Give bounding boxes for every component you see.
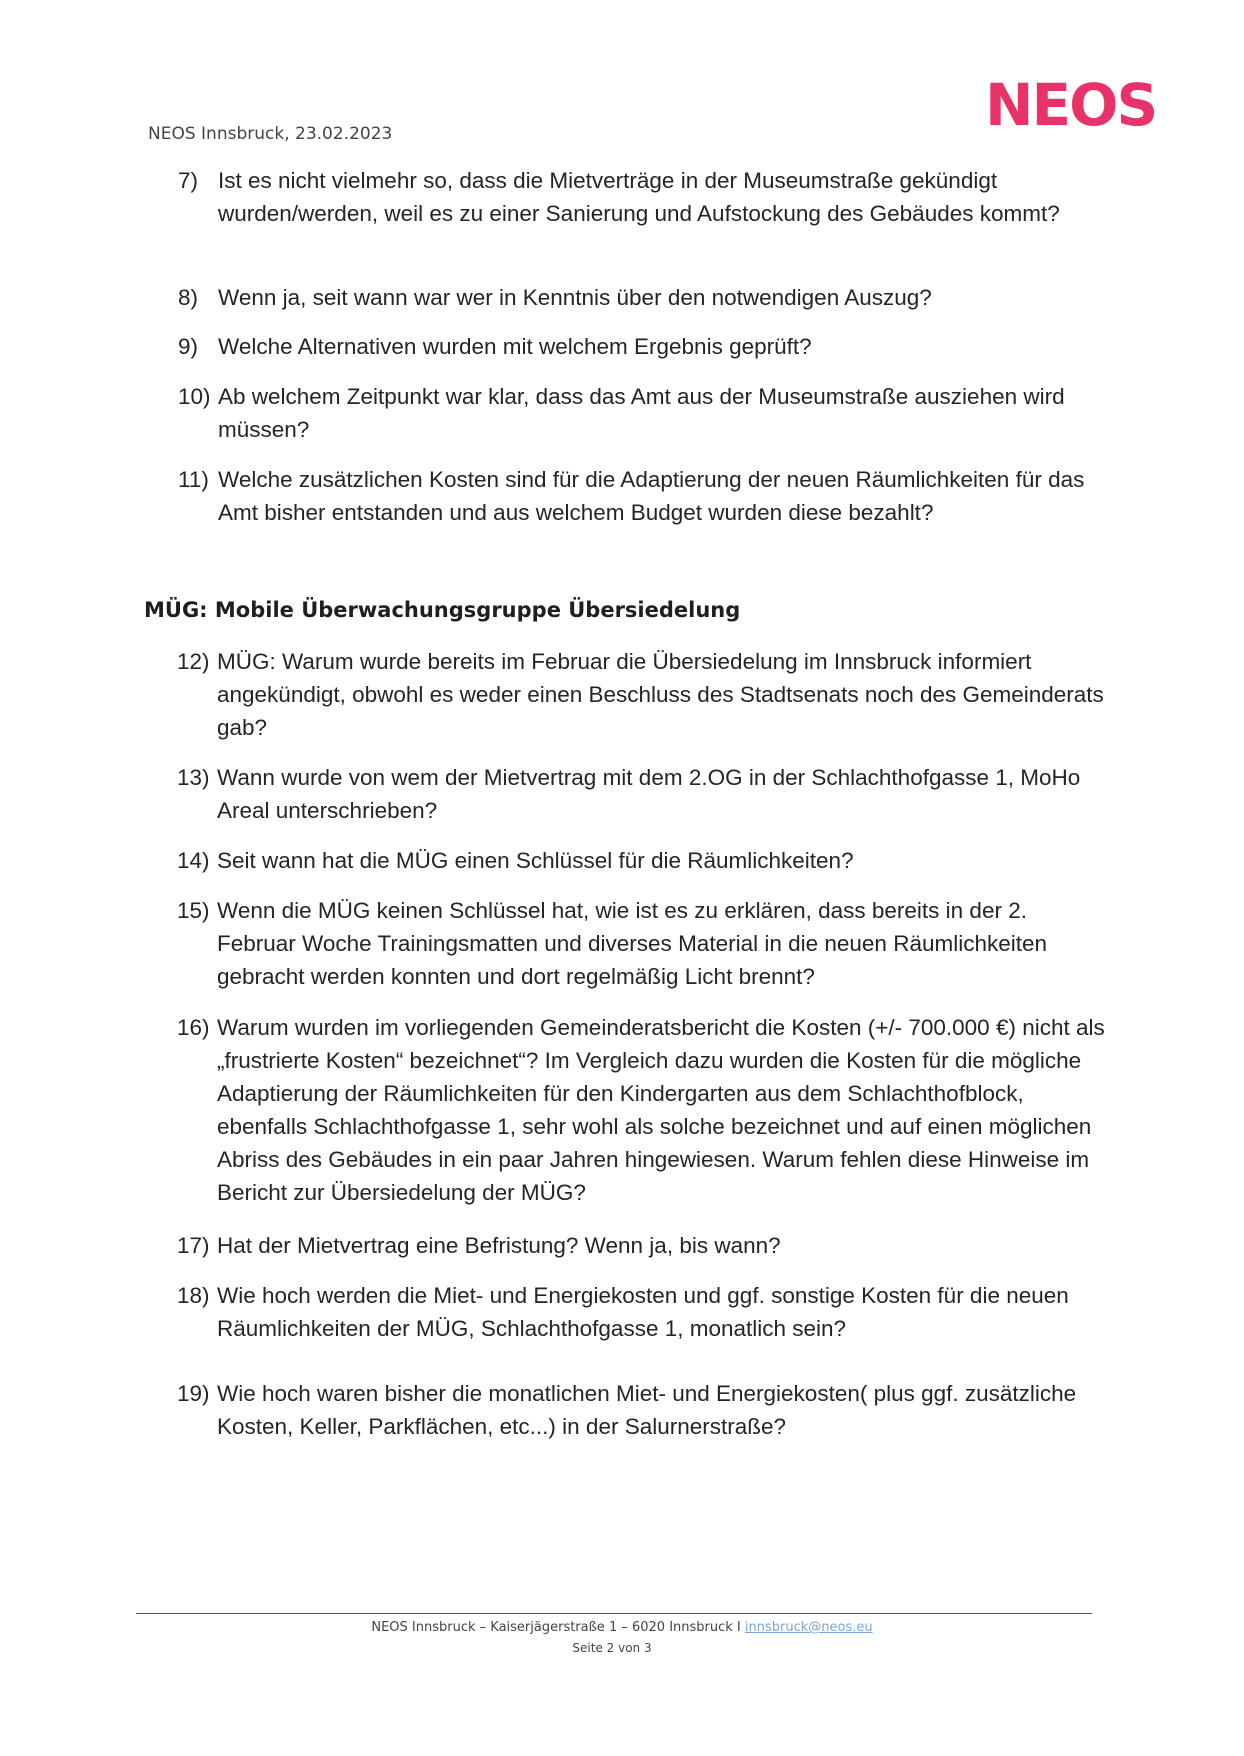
- question-item: [177, 894, 1107, 993]
- question-number: 8): [178, 285, 199, 310]
- question-text: Welche zusätzlichen Kosten sind für die Adaptierung der neuen Räumlichkeiten für das Amt bisher entstanden und aus welchem Budget wurden diese bezahlt?: [218, 467, 1085, 525]
- footer-page-number: Seite 2 von 3: [572, 1641, 652, 1655]
- question-number: 16): [177, 1015, 210, 1040]
- question-item: [177, 1279, 1107, 1345]
- question-text: Warum wurden im vorliegenden Gemeinderatsbericht die Kosten (+/- 700.000 €) nicht als „frustrierte Kosten“ bezeichnet“? Im Vergleich dazu wurden die Kosten für die mögliche Adaptierung der Räumlichkeiten für den Kindergarten aus dem Schlachthofblock, ebenfalls Schlachthofgasse 1, sehr wohl als solche bezeichnet und auf einen möglichen Abriss des Gebäudes in ein paar Jahren hingewiesen. Warum fehlen diese Hinweise im Bericht zur Übersiedelung der MÜG?: [217, 1015, 1105, 1205]
- question-text: Seit wann hat die MÜG einen Schlüssel für die Räumlichkeiten?: [217, 848, 854, 873]
- question-item: [178, 380, 1108, 446]
- footer-divider: [136, 1613, 1092, 1614]
- question-number: 15): [177, 898, 210, 923]
- neos-logo: NEOS: [985, 71, 1157, 139]
- question-item: [178, 463, 1108, 529]
- question-text: Wann wurde von wem der Mietvertrag mit dem 2.OG in der Schlachthofgasse 1, MoHo Areal unterschrieben?: [217, 765, 1081, 823]
- question-number: 13): [177, 765, 210, 790]
- question-text: Ist es nicht vielmehr so, dass die Mietverträge in der Museumstraße gekündigt wurden/werden, weil es zu einer Sanierung und Aufstockung des Gebäudes kommt?: [218, 168, 1060, 226]
- footer-address: [0, 1620, 1244, 1635]
- question-text: Wenn ja, seit wann war wer in Kenntnis über den notwendigen Auszug?: [218, 285, 932, 310]
- question-item: [177, 761, 1107, 827]
- question-text: Welche Alternativen wurden mit welchem Ergebnis geprüft?: [218, 334, 812, 359]
- question-item: [177, 1229, 1107, 1262]
- question-item: [178, 330, 1108, 363]
- question-number: 12): [177, 649, 210, 674]
- question-text: Ab welchem Zeitpunkt war klar, dass das Amt aus der Museumstraße ausziehen wird müssen?: [218, 384, 1065, 442]
- section-heading: MÜG: Mobile Überwachungsgruppe Übersiedelung: [144, 598, 741, 622]
- question-number: 18): [177, 1283, 210, 1308]
- question-number: 19): [177, 1381, 210, 1406]
- question-item: [178, 281, 1108, 314]
- question-number: 10): [178, 384, 211, 409]
- question-text: Wenn die MÜG keinen Schlüssel hat, wie ist es zu erklären, dass bereits in der 2. Februar Woche Trainingsmatten und diverses Material in die neuen Räumlichkeiten gebracht werden konnten und dort regelmäßig Licht brennt?: [217, 898, 1048, 989]
- question-number: 9): [178, 334, 199, 359]
- question-number: 14): [177, 848, 210, 873]
- question-text: MÜG: Warum wurde bereits im Februar die Übersiedelung im Innsbruck informiert angekündigt, obwohl es weder einen Beschluss des Stadtsenats noch des Gemeinderats gab?: [217, 649, 1104, 740]
- question-number: 17): [177, 1233, 210, 1258]
- footer-email-link[interactable]: innsbruck@neos.eu: [744, 1620, 873, 1635]
- question-item: [177, 645, 1107, 744]
- question-number: 11): [178, 467, 209, 492]
- question-text: Wie hoch werden die Miet- und Energiekosten und ggf. sonstige Kosten für die neuen Räumlichkeiten der MÜG, Schlachthofgasse 1, monatlich sein?: [217, 1283, 1069, 1341]
- header-place-date: NEOS Innsbruck, 23.02.2023: [148, 124, 393, 144]
- question-item: [177, 1377, 1107, 1443]
- question-text: Wie hoch waren bisher die monatlichen Miet- und Energiekosten( plus ggf. zusätzliche Kosten, Keller, Parkflächen, etc...) in der Salurnerstraße?: [217, 1381, 1077, 1439]
- question-number: 7): [178, 168, 199, 193]
- question-item: [177, 844, 1107, 877]
- question-text: Hat der Mietvertrag eine Befristung? Wenn ja, bis wann?: [217, 1233, 781, 1258]
- question-item: [178, 164, 1108, 230]
- question-item: [177, 1011, 1107, 1209]
- footer-address-text: NEOS Innsbruck – Kaiserjägerstraße 1 – 6020 Innsbruck I: [371, 1620, 741, 1635]
